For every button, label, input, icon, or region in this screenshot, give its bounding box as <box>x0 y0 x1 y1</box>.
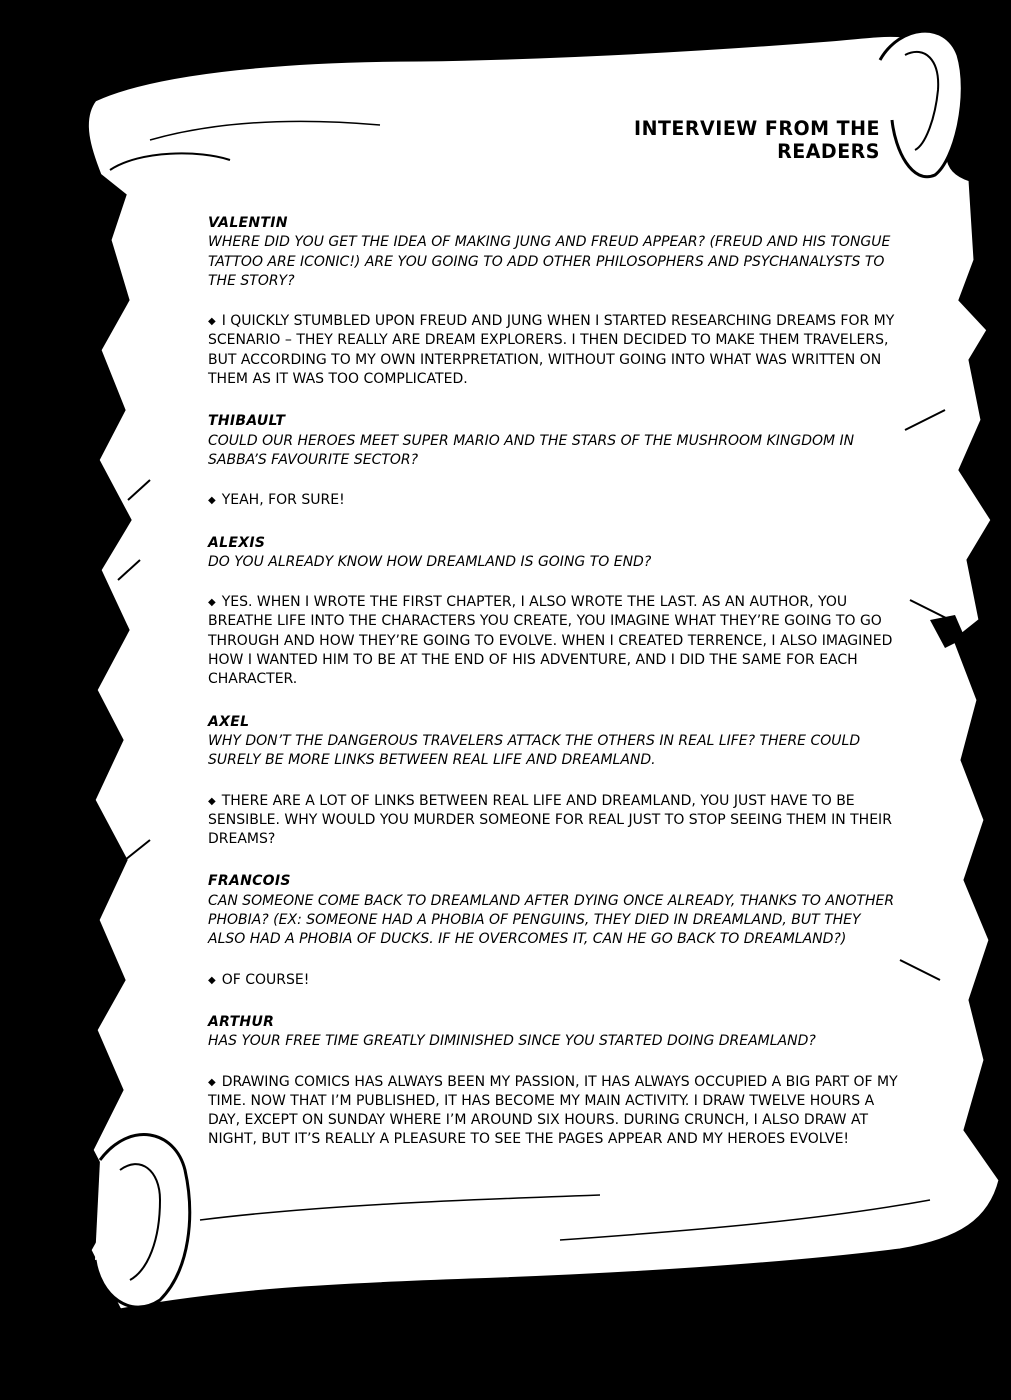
reader-question: CAN SOMEONE COME BACK TO DREAMLAND AFTER DYING ONCE ALREADY, THANKS TO ANOTHER PHOBIA? (EX: SOMEONE HAD A PHOBIA OF PENGUINS, THEY DIED IN DREAMLAND, BUT THEY ALSO HAD A PHOBIA OF DUCKS. IF HE OVERCOMES IT, CAN HE GO BACK TO DREAMLAND?) <box>208 892 895 948</box>
diamond-bullet-icon: ◆ <box>208 974 216 986</box>
answer-text: I QUICKLY STUMBLED UPON FREUD AND JUNG WHEN I STARTED RESEARCHING DREAMS FOR MY SCENARIO – THEY REALLY ARE DREAM EXPLORERS. I THEN DECIDED TO MAKE THEM TRAVELERS, BUT ACCORDING TO MY OWN INTERPRETATION, WITHOUT GOING INTO WHAT WAS WRITTEN ON THEM AS IT WAS TOO COMPLICATED. <box>208 313 895 388</box>
reader-name: ARTHUR <box>208 1013 275 1030</box>
qa-entry <box>208 214 898 389</box>
reader-question: DO YOU ALREADY KNOW HOW DREAMLAND IS GOING TO END? <box>208 553 652 570</box>
interview-content <box>208 214 898 1173</box>
answer-text: OF COURSE! <box>221 971 310 988</box>
reader-question: WHERE DID YOU GET THE IDEA OF MAKING JUNG AND FREUD APPEAR? (FREUD AND HIS TONGUE TATTOO ARE ICONIC!) ARE YOU GOING TO ADD OTHER PHILOSOPHERS AND PSYCHANALYSTS TO THE STORY? <box>208 234 891 289</box>
author-answer <box>208 312 898 389</box>
author-answer <box>208 491 898 510</box>
answer-text: THERE ARE A LOT OF LINKS BETWEEN REAL LIFE AND DREAMLAND, YOU JUST HAVE TO BE SENSIBLE. WHY WOULD YOU MURDER SOMEONE FOR REAL JUST TO STOP SEEING THEM IN THEIR DREAMS? <box>208 792 892 848</box>
qa-entry <box>208 412 898 510</box>
author-answer <box>208 1073 898 1150</box>
answer-text: DRAWING COMICS HAS ALWAYS BEEN MY PASSION, IT HAS ALWAYS OCCUPIED A BIG PART OF MY TIME. NOW THAT I’M PUBLISHED, IT HAS BECOME MY MAIN ACTIVITY. I DRAW TWELVE HOURS A DAY, EXCEPT ON SUNDAY WHERE I’M AROUND SIX HOURS. DURING CRUNCH, I ALSO DRAW AT NIGHT, BUT IT’S REALLY A PLEASURE TO SEE THE PAGES APPEAR AND MY HEROES EVOLVE! <box>208 1073 898 1148</box>
diamond-bullet-icon: ◆ <box>208 1076 216 1088</box>
author-answer <box>208 971 898 990</box>
author-answer <box>208 792 898 850</box>
diamond-bullet-icon: ◆ <box>208 495 216 507</box>
diamond-bullet-icon: ◆ <box>208 795 216 807</box>
reader-question: COULD OUR HEROES MEET SUPER MARIO AND THE STARS OF THE MUSHROOM KINGDOM IN SABBA’S FAVOURITE SECTOR? <box>208 432 855 468</box>
qa-entry <box>208 1013 898 1150</box>
reader-question: HAS YOUR FREE TIME GREATLY DIMINISHED SINCE YOU STARTED DOING DREAMLAND? <box>208 1033 816 1050</box>
reader-name: FRANCOIS <box>208 873 291 890</box>
page-title: INTERVIEW FROM THE READERS <box>634 116 880 164</box>
bottom-scroll-roll <box>95 1135 190 1308</box>
reader-name: THIBAULT <box>208 413 286 430</box>
answer-text: YES. WHEN I WROTE THE FIRST CHAPTER, I ALSO WROTE THE LAST. AS AN AUTHOR, YOU BREATHE LIFE INTO THE CHARACTERS YOU CREATE, YOU IMAGINE WHAT THEY’RE GOING TO GO THROUGH AND HOW THEY’RE GOING TO EVOLVE. WHEN I CREATED TERRENCE, I ALSO IMAGINED HOW I WANTED HIM TO BE AT THE END OF HIS ADVENTURE, AND I DID THE SAME FOR EACH CHARACTER. <box>208 594 893 688</box>
reader-name: ALEXIS <box>208 534 266 551</box>
qa-entry <box>208 534 898 690</box>
reader-name: AXEL <box>208 713 250 730</box>
diamond-bullet-icon: ◆ <box>208 597 216 609</box>
diamond-bullet-icon: ◆ <box>208 316 216 328</box>
reader-name: VALENTIN <box>208 215 288 231</box>
answer-text: YEAH, FOR SURE! <box>221 492 345 509</box>
qa-entry <box>208 713 898 850</box>
author-answer <box>208 593 898 689</box>
reader-question: WHY DON’T THE DANGEROUS TRAVELERS ATTACK THE OTHERS IN REAL LIFE? THERE COULD SURELY BE MORE LINKS BETWEEN REAL LIFE AND DREAMLAND. <box>208 732 861 769</box>
qa-entry <box>208 872 898 989</box>
